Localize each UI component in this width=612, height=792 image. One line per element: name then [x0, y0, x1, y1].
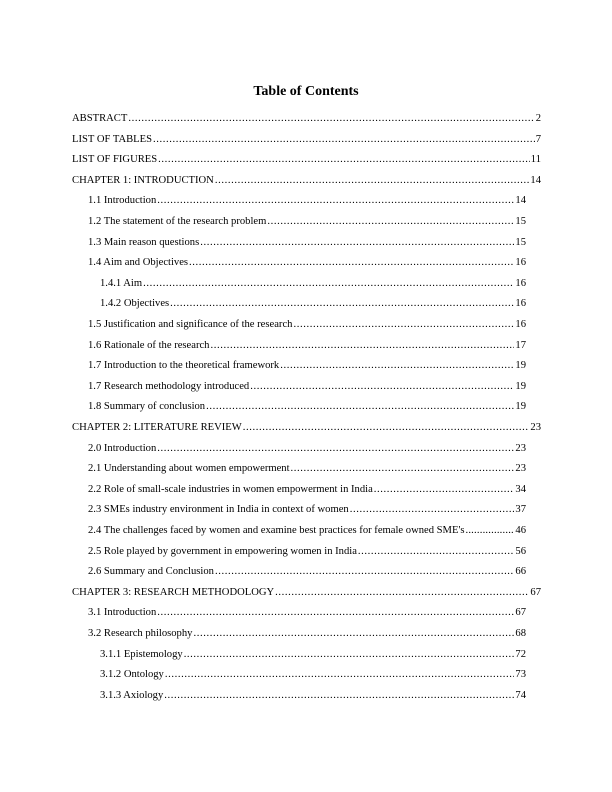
toc-entry-page-number: 15	[515, 216, 526, 227]
toc-dot-leader	[158, 153, 530, 167]
toc-entry[interactable]	[88, 215, 526, 229]
toc-entry-label: 3.1.2 Ontology	[100, 669, 164, 681]
toc-entry-page-number: 11	[530, 154, 541, 166]
toc-entry-label: 1.4.1 Aim	[100, 277, 143, 289]
toc-dot-leader	[170, 297, 514, 311]
toc-entry[interactable]	[100, 648, 526, 662]
toc-entry[interactable]	[100, 689, 526, 703]
toc-dot-leader	[210, 339, 514, 353]
toc-entry[interactable]	[88, 606, 526, 620]
toc-entry-page-number: 19	[515, 360, 526, 372]
toc-entry-label: 2.3 SMEs industry environment in India in context of women	[88, 504, 349, 516]
toc-dot-leader	[280, 359, 514, 373]
toc-entry-label: 1.4.2 Objectives	[100, 298, 170, 310]
toc-entry-page-number: 46	[515, 525, 526, 536]
toc-dot-leader	[128, 112, 534, 126]
toc-entry-label: CHAPTER 2: LITERATURE REVIEW	[72, 422, 242, 433]
toc-dot-leader	[157, 442, 514, 456]
toc-entry-page-number: 67	[530, 586, 541, 598]
toc-entry[interactable]	[88, 256, 526, 270]
toc-entry[interactable]	[88, 462, 526, 476]
toc-entry-label: 3.2 Research philosophy	[88, 628, 193, 639]
toc-dot-leader	[215, 565, 514, 579]
toc-entry-label: 1.2 The statement of the research problem	[88, 216, 267, 227]
toc-entry[interactable]	[88, 318, 526, 332]
toc-entry-label: 1.1 Introduction	[88, 195, 157, 207]
toc-entry-label: 1.8 Summary of conclusion	[88, 401, 206, 413]
toc-entry[interactable]	[88, 380, 526, 394]
toc-entry-page-number: 37	[515, 504, 526, 516]
toc-entry[interactable]	[88, 442, 526, 456]
toc-entry-page-number: 56	[515, 545, 526, 557]
toc-entry[interactable]	[88, 503, 526, 517]
toc-dot-leader	[293, 318, 514, 332]
toc-dot-leader	[200, 236, 514, 250]
toc-entry-label: 1.7 Research methodology introduced	[88, 380, 250, 392]
toc-entry[interactable]	[88, 565, 526, 579]
toc-entry-label: LIST OF TABLES	[72, 133, 152, 145]
toc-entry-label: 1.4 Aim and Objectives	[88, 257, 189, 269]
toc-dot-leader	[143, 277, 514, 291]
toc-entry[interactable]	[72, 112, 541, 126]
toc-entry-page-number: 14	[530, 174, 541, 186]
toc-entry-label: 2.6 Summary and Conclusion	[88, 566, 214, 578]
toc-entry[interactable]	[72, 421, 541, 435]
toc-entry-label: 2.1 Understanding about women empowerment	[88, 463, 290, 475]
toc-entry[interactable]	[88, 483, 526, 497]
toc-entry-page-number: 67	[515, 607, 526, 619]
toc-entry[interactable]	[88, 400, 526, 414]
toc-dot-leader	[215, 174, 530, 188]
toc-entry[interactable]	[72, 174, 541, 188]
toc-dot-leader	[165, 668, 515, 682]
toc-entry[interactable]	[72, 153, 541, 167]
toc-entry-label: CHAPTER 1: INTRODUCTION	[72, 174, 214, 186]
toc-dot-leader	[374, 483, 515, 497]
toc-entry-page-number: 66	[515, 566, 526, 578]
toc-entry-page-number: 16	[515, 319, 526, 330]
toc-entry-label: LIST OF FIGURES	[72, 154, 158, 166]
toc-entry-label: CHAPTER 3: RESEARCH METHODOLOGY	[72, 586, 275, 598]
toc-entry-page-number: 7	[535, 133, 541, 145]
toc-entry[interactable]	[88, 339, 526, 353]
toc-entry[interactable]	[72, 586, 541, 600]
toc-entry-page-number: 14	[515, 195, 526, 207]
toc-entry[interactable]	[100, 668, 526, 682]
toc-entry[interactable]	[88, 194, 526, 208]
toc-entry[interactable]	[100, 277, 526, 291]
toc-dot-leader	[465, 524, 514, 538]
toc-dot-leader	[267, 215, 514, 229]
toc-entry[interactable]	[100, 297, 526, 311]
toc-entry-page-number: 19	[515, 401, 526, 413]
toc-entry-page-number: 73	[515, 669, 526, 681]
toc-entry-label: 3.1.1 Epistemology	[100, 648, 183, 660]
toc-entry[interactable]	[88, 524, 526, 538]
toc-dot-leader	[275, 586, 529, 600]
toc-entry[interactable]	[88, 627, 526, 641]
toc-entry-label: ABSTRACT	[72, 113, 128, 124]
toc-dot-leader	[184, 648, 515, 662]
toc-entry-page-number: 23	[515, 463, 526, 475]
toc-dot-leader	[243, 421, 530, 435]
toc-entry-page-number: 34	[515, 483, 526, 495]
toc-dot-leader	[157, 606, 514, 620]
toc-entry-page-number: 15	[515, 236, 526, 248]
toc-entry-page-number: 68	[515, 628, 526, 639]
toc-entry-label: 2.0 Introduction	[88, 442, 157, 454]
toc-dot-leader	[193, 627, 514, 641]
toc-dot-leader	[206, 400, 514, 414]
toc-entry-label: 2.5 Role played by government in empowering women in India	[88, 545, 357, 557]
toc-entry-label: 3.1.3 Axiology	[100, 689, 164, 701]
toc-entry-page-number: 23	[530, 422, 541, 433]
toc-dot-leader	[358, 545, 515, 559]
toc-entry-label: 1.6 Rationale of the research	[88, 339, 210, 351]
toc-entry-page-number: 17	[515, 339, 526, 351]
toc-entry[interactable]	[88, 236, 526, 250]
toc-entry-page-number: 16	[515, 257, 526, 269]
toc-entry-label: 3.1 Introduction	[88, 607, 157, 619]
toc-dot-leader	[291, 462, 515, 476]
toc-entry[interactable]	[72, 133, 541, 147]
toc-entry-label: 2.2 Role of small-scale industries in women empowerment in India	[88, 483, 373, 495]
toc-dot-leader	[157, 194, 514, 208]
toc-entry-page-number: 23	[515, 442, 526, 454]
toc-entry-page-number: 16	[515, 298, 526, 310]
toc-entry-label: 1.7 Introduction to the theoretical framework	[88, 360, 280, 372]
toc-entry-page-number: 16	[515, 277, 526, 289]
toc-entry-label: 1.3 Main reason questions	[88, 236, 200, 248]
toc-dot-leader	[164, 689, 514, 703]
toc-dot-leader	[250, 380, 514, 394]
toc-entry-page-number: 19	[515, 380, 526, 392]
toc-entry-page-number: 74	[515, 689, 526, 701]
toc-dot-leader	[350, 503, 515, 517]
toc-title: Table of Contents	[253, 84, 359, 99]
toc-entry[interactable]	[88, 359, 526, 373]
toc-entry-page-number: 2	[535, 113, 541, 124]
toc-dot-leader	[153, 133, 535, 147]
toc-dot-leader	[189, 256, 514, 270]
toc-entry-label: 1.5 Justification and significance of the research	[88, 319, 293, 330]
toc-entry-label: 2.4 The challenges faced by women and examine best practices for female owned SME's	[88, 525, 465, 536]
toc-entry-page-number: 72	[515, 648, 526, 660]
toc-entry[interactable]	[88, 545, 526, 559]
